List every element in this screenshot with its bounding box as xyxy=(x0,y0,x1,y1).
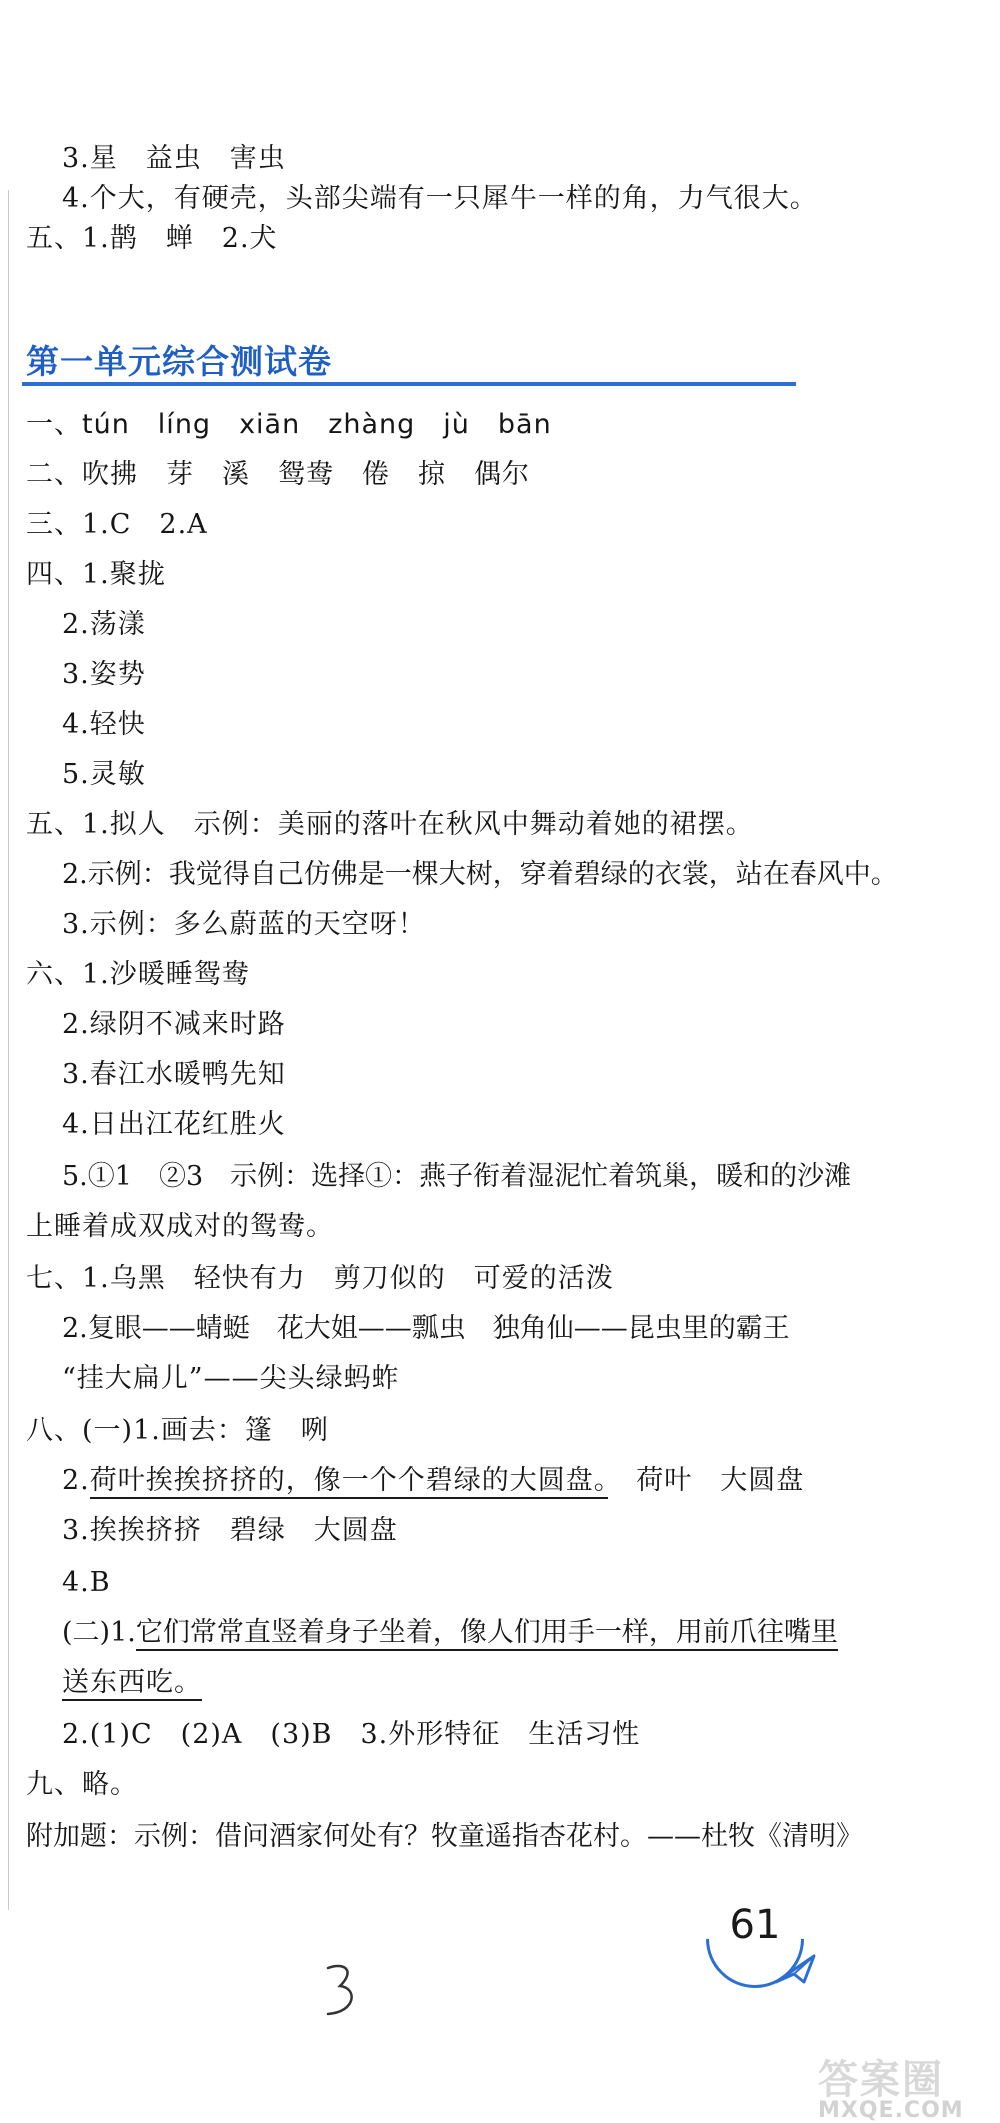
section-title-rule xyxy=(22,382,796,386)
answer-line: 3.春江水暖鸭先知 xyxy=(62,1059,286,1090)
answer-line: 2.荡漾 xyxy=(62,609,146,640)
answer-line: 二、吹拂 芽 溪 鸳鸯 倦 掠 偶尔 xyxy=(26,459,530,490)
answer-line: 4.日出江花红胜火 xyxy=(62,1109,286,1140)
answer-line: 2.复眼——蜻蜓 花大姐——瓢虫 独角仙——昆虫里的霸王 xyxy=(62,1313,790,1344)
answer-line: 4.个大，有硬壳，头部尖端有一只犀牛一样的角，力气很大。 xyxy=(62,183,818,214)
answer-line-underlined xyxy=(62,1616,838,1650)
binding-margin-line xyxy=(8,190,9,1910)
answer-line: 四、1.聚拢 xyxy=(26,559,166,590)
watermark-en: MXQE.COM xyxy=(818,2098,964,2123)
paper-plane-icon xyxy=(774,1952,818,1986)
watermark-cn: 答案圈 xyxy=(818,2057,944,2103)
answer-line: 4.B xyxy=(62,1567,111,1598)
page-number: 61 xyxy=(729,1902,781,1948)
answer-line: 2.(1)C (2)A (3)B 3.外形特征 生活习性 xyxy=(62,1719,641,1750)
answer-line-pinyin: 一、tún líng xiān zhàng jù bān xyxy=(26,409,552,440)
answer-line: 九、略。 xyxy=(26,1769,138,1800)
answer-line: 七、1.乌黑 轻快有力 剪刀似的 可爱的活泼 xyxy=(26,1263,614,1294)
answer-line: 4.轻快 xyxy=(62,709,146,740)
answer-line: 五、1.鹊 蝉 2.犬 xyxy=(26,223,278,254)
answer-line: “挂大扁儿”——尖头绿蚂蚱 xyxy=(62,1363,400,1394)
answer-text: 荷叶 大圆盘 xyxy=(608,1465,805,1496)
answer-line-underlined xyxy=(62,1666,202,1700)
answer-line: 3.挨挨挤挤 碧绿 大圆盘 xyxy=(62,1515,398,1546)
underlined-sentence: 送东西吃。 xyxy=(62,1667,202,1701)
answer-line: 八、(一)1.画去：篷 咧 xyxy=(26,1415,329,1446)
underlined-sentence: 它们常常直竖着身子坐着，像人们用手一样，用前爪往嘴里 xyxy=(136,1617,838,1651)
answer-line: 上睡着成双成对的鸳鸯。 xyxy=(26,1211,334,1242)
answer-line: 5.①1 ②3 示例：选择①：燕子衔着湿泥忙着筑巢，暖和的沙滩 xyxy=(62,1161,852,1192)
answer-line: 三、1.C 2.A xyxy=(26,509,208,540)
handwritten-mark xyxy=(322,1960,362,2020)
answer-line: 3.星 益虫 害虫 xyxy=(62,143,286,174)
answer-line: 五、1.拟人 示例：美丽的落叶在秋风中舞动着她的裙摆。 xyxy=(26,809,754,840)
answer-line: 附加题：示例：借问酒家何处有？牧童遥指杏花村。——杜牧《清明》 xyxy=(26,1821,863,1852)
answer-line: 5.灵敏 xyxy=(62,759,146,790)
site-watermark-logo xyxy=(818,2057,994,2123)
answer-prefix: (二)1. xyxy=(62,1617,136,1648)
answer-line: 六、1.沙暖睡鸳鸯 xyxy=(26,959,250,990)
answer-line: 3.示例：多么蔚蓝的天空呀！ xyxy=(62,909,426,940)
answer-line-underlined: 2.荷叶挨挨挤挤的，像一个个碧绿的大圆盘。 荷叶 大圆盘 xyxy=(62,1464,804,1498)
answer-line: 3.姿势 xyxy=(62,659,146,690)
underlined-sentence: 荷叶挨挨挤挤的，像一个个碧绿的大圆盘。 xyxy=(90,1465,609,1499)
answer-line: 2.绿阴不减来时路 xyxy=(62,1009,286,1040)
answer-line: 2.示例：我觉得自己仿佛是一棵大树，穿着碧绿的衣裳，站在春风中。 xyxy=(62,859,898,890)
section-title: 第一单元综合测试卷 xyxy=(26,342,332,381)
